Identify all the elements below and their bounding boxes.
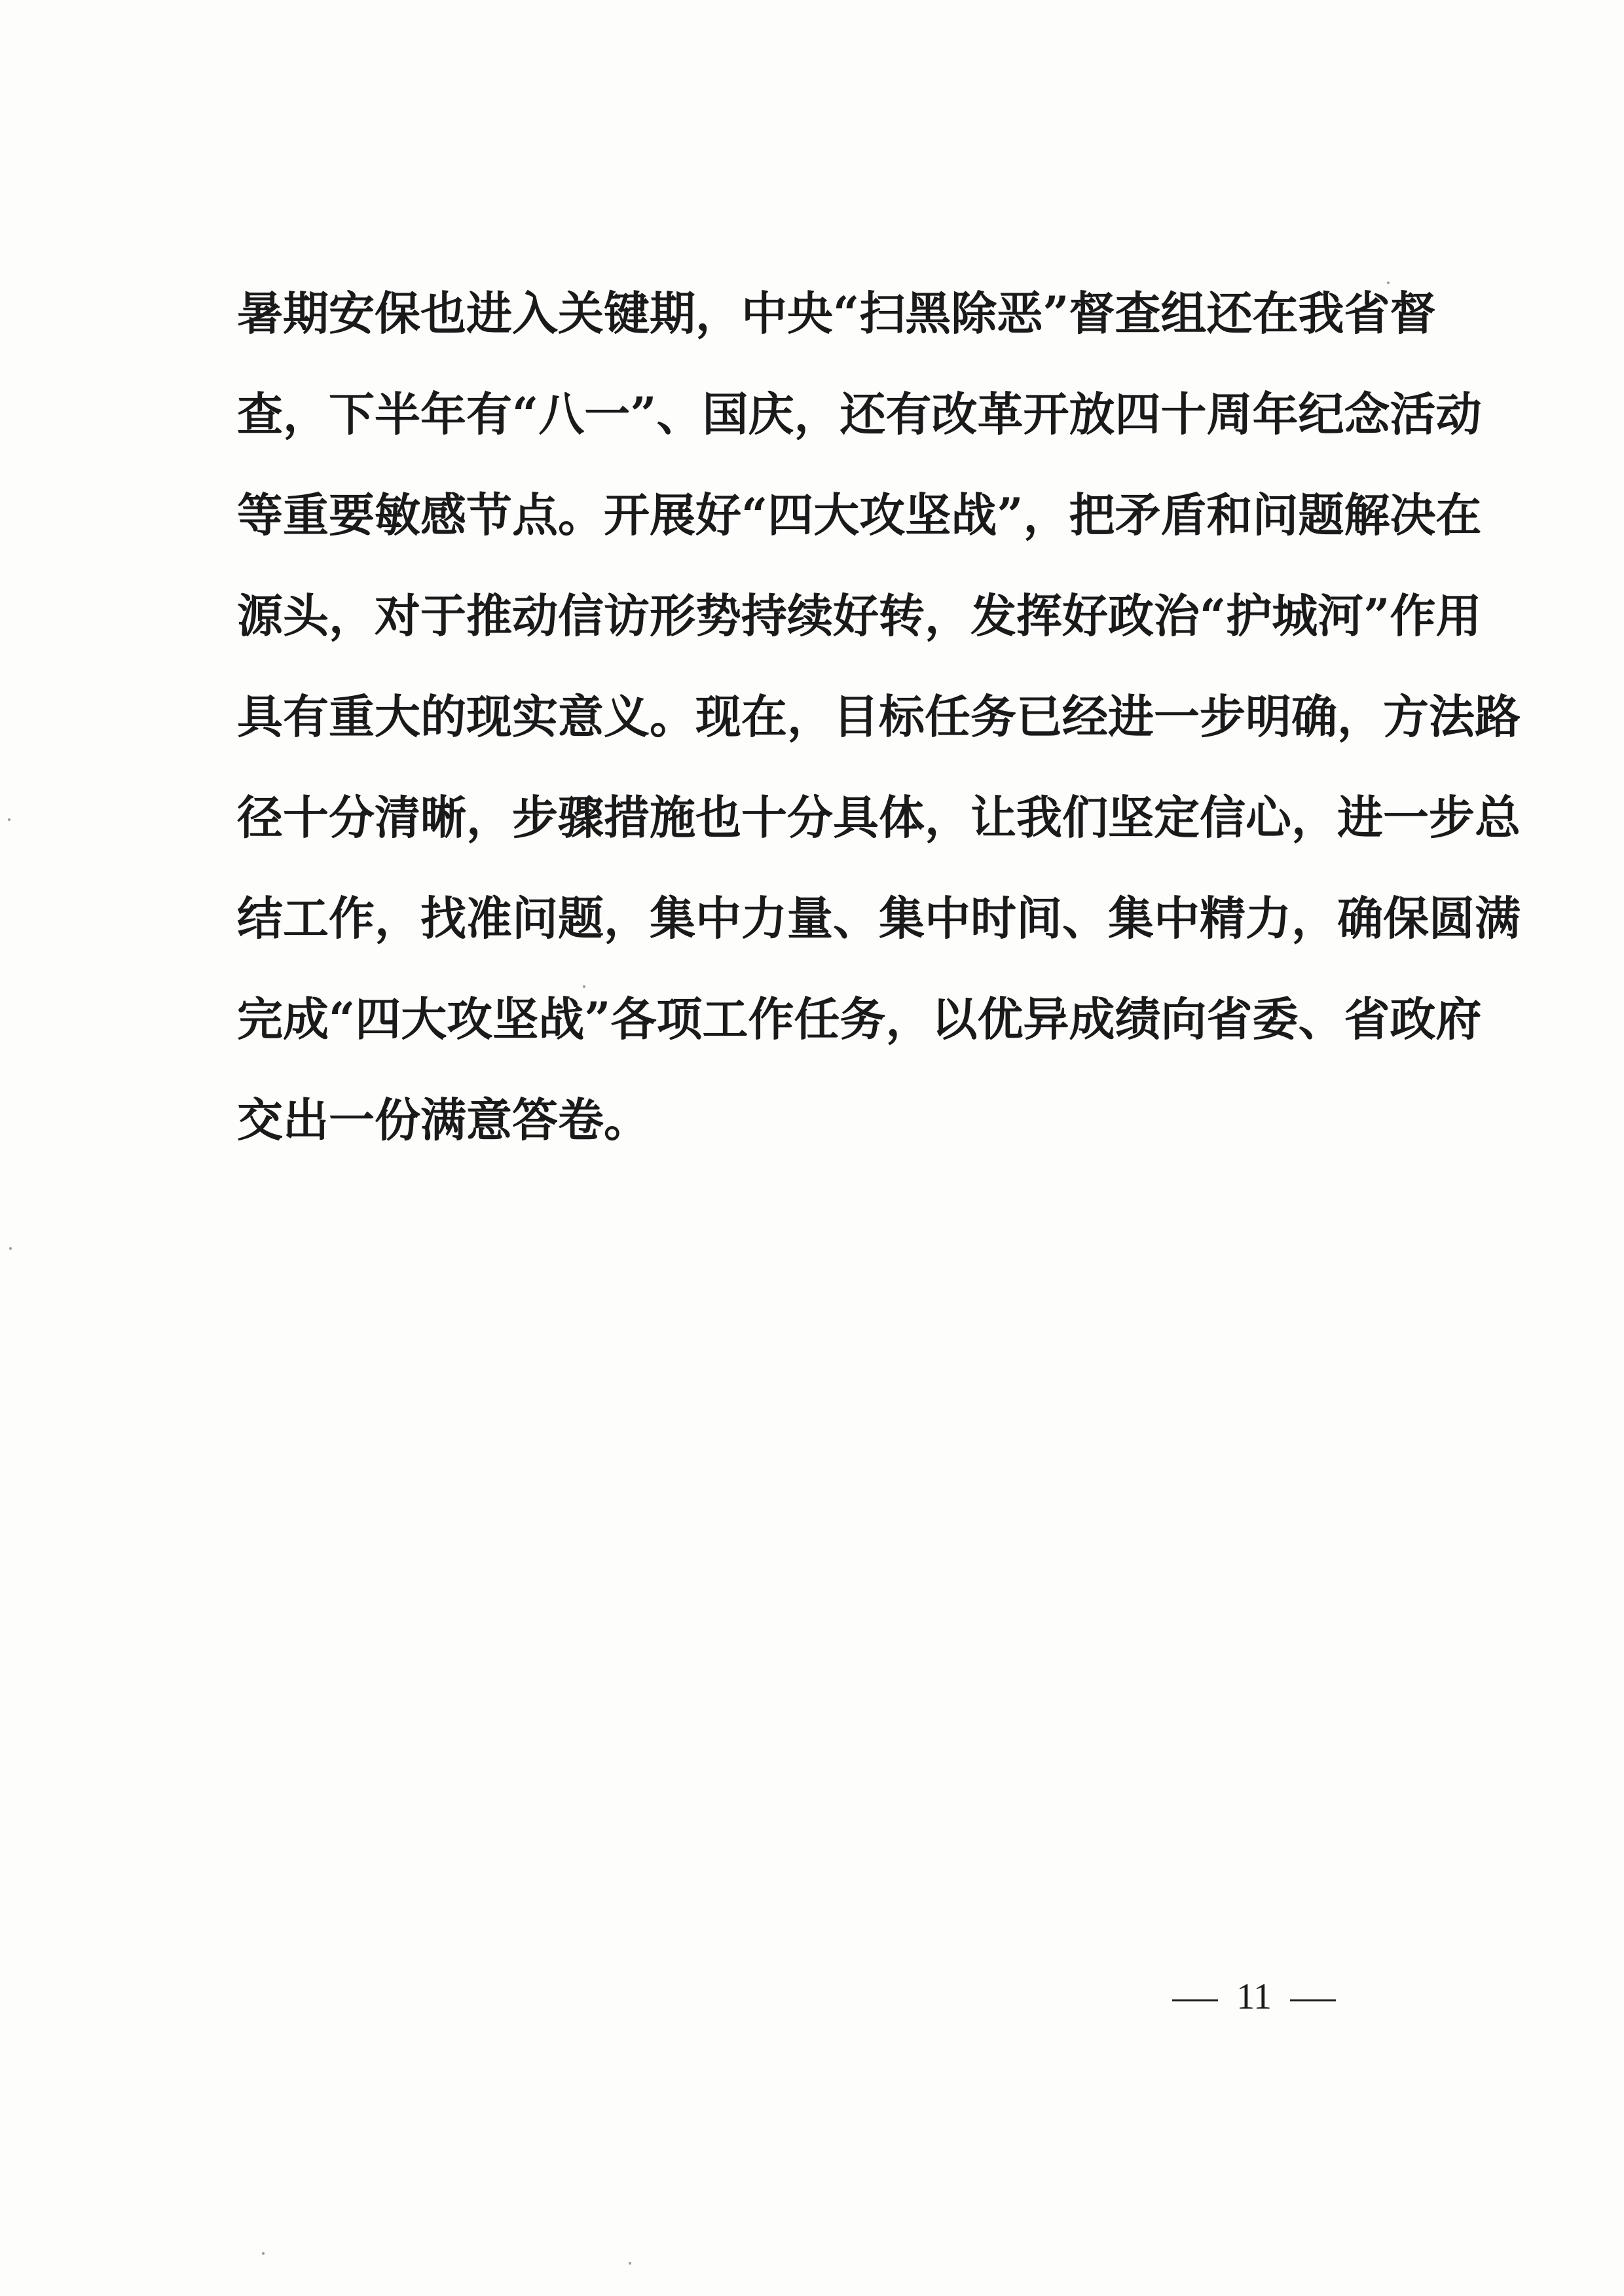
text-line: 暑期安保也进入关键期，中央“扫黑除恶”督查组还在我省督: [237, 286, 1436, 340]
text-line: 具有重大的现实意义。现在，目标任务已经进一步明确，方法路: [237, 689, 1521, 744]
text-line: 查，下半年有“八一”、国庆，还有改革开放四十周年纪念活动: [237, 387, 1482, 441]
page-number-dash-left: [1172, 1999, 1218, 2001]
scan-speck: [629, 2262, 631, 2265]
text-line: 等重要敏感节点。开展好“四大攻坚战”，把矛盾和问题解决在: [237, 488, 1482, 542]
page-number-dash-right: [1290, 1999, 1336, 2001]
body-paragraph: [237, 263, 1521, 1171]
scan-speck: [9, 1247, 12, 1250]
text-line: 径十分清晰，步骤措施也十分具体，让我们坚定信心，进一步总: [237, 790, 1521, 845]
text-line: 源头，对于推动信访形势持续好转，发挥好政治“护城河”作用: [237, 589, 1482, 643]
text-line-last: 交出一份满意答卷。: [237, 1093, 650, 1147]
page-number-value: 11: [1236, 1977, 1272, 2017]
scan-speck: [8, 818, 10, 821]
page-number: [1154, 1971, 1354, 2023]
scan-speck: [583, 985, 585, 988]
text-line: 结工作，找准问题，集中力量、集中时间、集中精力，确保圆满: [237, 891, 1521, 945]
scan-speck: [262, 2252, 265, 2255]
scan-speck: [1387, 282, 1390, 284]
text-line: 完成“四大攻坚战”各项工作任务，以优异成绩向省委、省政府: [237, 992, 1482, 1046]
